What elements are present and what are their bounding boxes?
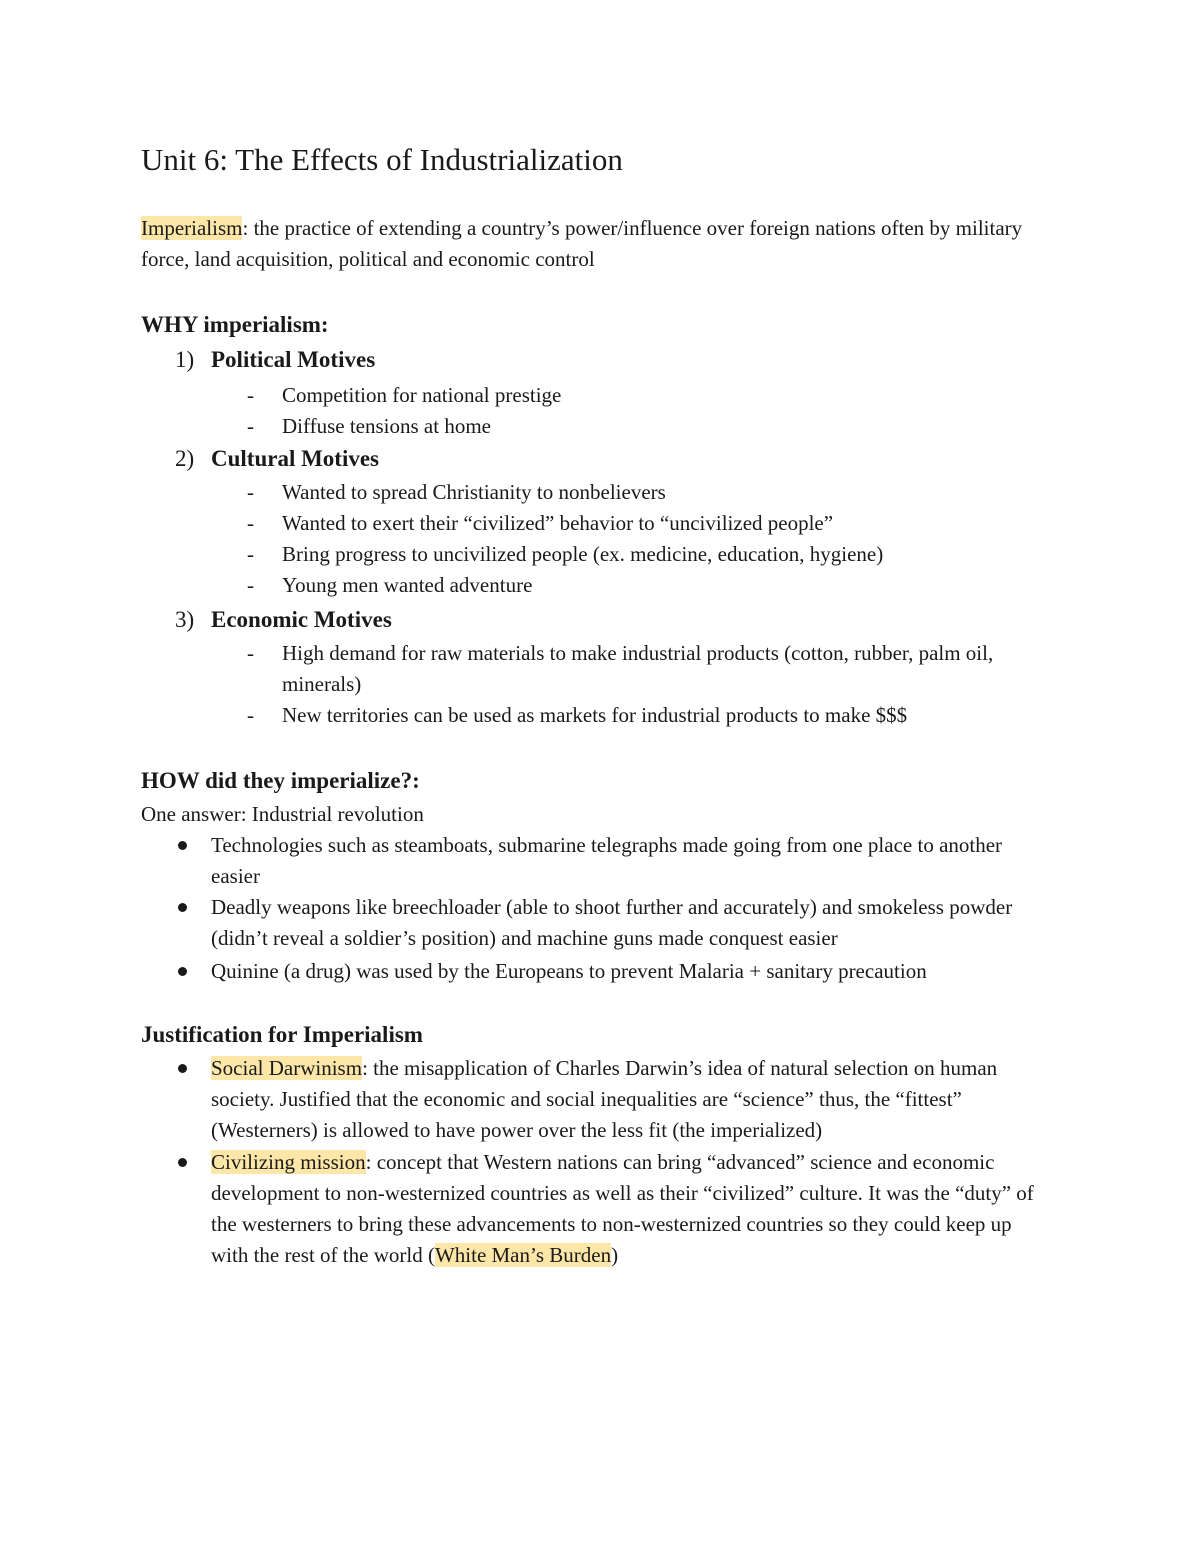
list-item-text: Young men wanted adventure xyxy=(282,573,533,597)
dash-bullet: - xyxy=(247,703,254,727)
list-item-text: Quinine (a drug) was used by the Europeans to prevent Malaria + sanitary precaution xyxy=(211,959,927,983)
list-item-text: Deadly weapons like breechloader (able to shoot further and accurately) and smokeless powder (didn’t reveal a soldier’s position) and machine guns made conquest easier xyxy=(211,895,1013,950)
closing-paren: ) xyxy=(611,1243,619,1267)
dash-bullet: - xyxy=(247,542,254,566)
highlighted-term: Imperialism xyxy=(141,216,243,240)
list-item xyxy=(175,830,1045,892)
list-item xyxy=(247,700,1047,731)
list-item xyxy=(247,477,1047,508)
list-item-text: New territories can be used as markets for industrial products to make $$$ xyxy=(282,703,908,727)
list-item-text: Wanted to spread Christianity to nonbelievers xyxy=(282,480,666,504)
list-item xyxy=(175,956,1045,987)
list-item-text: Technologies such as steamboats, submarine telegraphs made going from one place to another easier xyxy=(211,833,1003,888)
list-item-text: High demand for raw materials to make industrial products (cotton, rubber, palm oil, minerals) xyxy=(282,641,994,696)
dash-bullet: - xyxy=(247,641,254,665)
list-item-text xyxy=(211,1147,1045,1271)
how-answer: One answer: Industrial revolution xyxy=(141,802,424,826)
list-item-text: Diffuse tensions at home xyxy=(282,414,491,438)
motive-heading-cultural xyxy=(175,444,379,474)
list-item-text: Bring progress to uncivilized people (ex. medicine, education, hygiene) xyxy=(282,542,884,566)
list-item-text: Competition for national prestige xyxy=(282,383,562,407)
how-heading: HOW did they imperialize?: xyxy=(141,768,420,793)
list-item-social-darwinism xyxy=(175,1053,1045,1146)
list-item-civilizing-mission xyxy=(175,1147,1045,1271)
dash-bullet: - xyxy=(247,573,254,597)
list-item xyxy=(175,892,1045,954)
dash-bullet: - xyxy=(247,511,254,535)
dash-bullet: - xyxy=(247,480,254,504)
definition-text: : the practice of extending a country’s power/influence over foreign nations often by military force, land acquisition, political and economic control xyxy=(141,216,1023,271)
bullet-dot xyxy=(178,1158,187,1167)
list-item xyxy=(247,508,1047,539)
list-item xyxy=(247,570,1047,601)
list-item xyxy=(247,638,1047,700)
motive-label: Cultural Motives xyxy=(211,446,380,471)
highlighted-term: Social Darwinism xyxy=(211,1056,363,1080)
term-description: : concept that Western nations can bring “advanced” science and economic development to non-westernized countries as well as their “civilized” culture. It was the “duty” of the westerners to bring these advancements to non-westernized countries so they could keep up with the rest of the world ( xyxy=(211,1150,1034,1267)
bullet-dot xyxy=(178,967,187,976)
list-item xyxy=(247,380,1047,411)
motive-heading-political xyxy=(175,345,375,375)
term-description: : the misapplication of Charles Darwin’s idea of natural selection on human society. Justified that the economic and social inequalities are “science” thus, the “fittest” (Westerners) is allowed to have power over the less fit (the imperialized) xyxy=(211,1056,998,1142)
motive-label: Political Motives xyxy=(211,347,376,372)
list-item-text xyxy=(211,1053,1045,1146)
bullet-dot xyxy=(178,1064,187,1073)
motive-label: Economic Motives xyxy=(211,607,392,632)
motive-number: 1) xyxy=(175,347,195,372)
list-item-text: Wanted to exert their “civilized” behavior to “uncivilized people” xyxy=(282,511,834,535)
justification-heading: Justification for Imperialism xyxy=(141,1022,423,1047)
dash-bullet: - xyxy=(247,383,254,407)
bullet-dot xyxy=(178,903,187,912)
motive-heading-economic xyxy=(175,605,392,635)
imperialism-definition xyxy=(141,213,1056,275)
list-item xyxy=(247,539,1047,570)
bullet-dot xyxy=(178,841,187,850)
motive-number: 3) xyxy=(175,607,195,632)
list-item xyxy=(247,411,1047,442)
highlighted-term: White Man’s Burden xyxy=(434,1243,612,1267)
highlighted-term: Civilizing mission xyxy=(211,1150,366,1174)
why-heading: WHY imperialism: xyxy=(141,312,329,337)
motive-number: 2) xyxy=(175,446,195,471)
dash-bullet: - xyxy=(247,414,254,438)
page-title: Unit 6: The Effects of Industrialization xyxy=(141,142,623,177)
